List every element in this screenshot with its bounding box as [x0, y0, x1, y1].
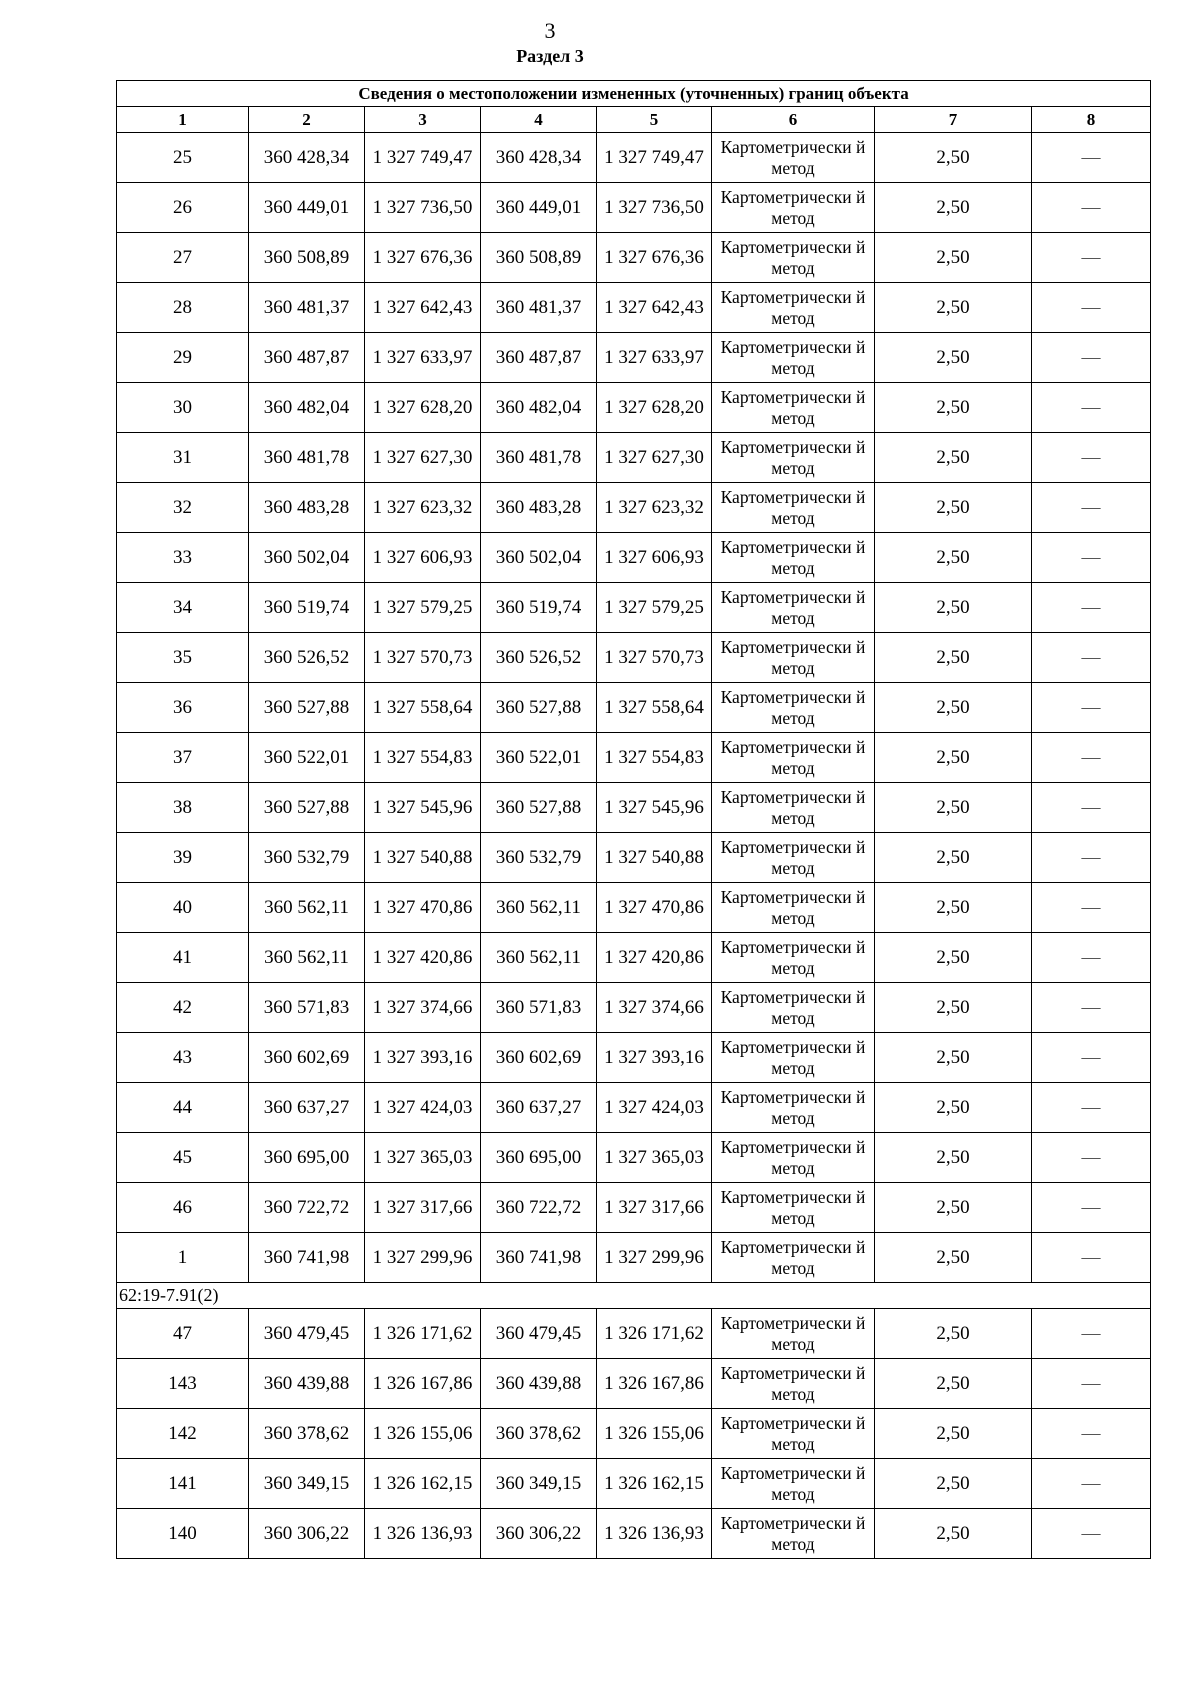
accuracy-cell: 2,50	[875, 883, 1032, 933]
point-number-cell: 32	[117, 483, 249, 533]
note-cell: —	[1032, 533, 1151, 583]
point-number-cell: 25	[117, 133, 249, 183]
table-row	[117, 1309, 1151, 1359]
method-cell: Картометрически й метод	[712, 1033, 875, 1083]
y-new-cell: 1 327 558,64	[597, 683, 712, 733]
x-existing-cell: 360 562,11	[249, 883, 365, 933]
method-cell: Картометрически й метод	[712, 1459, 875, 1509]
y-existing-cell: 1 327 558,64	[365, 683, 481, 733]
x-new-cell: 360 483,28	[481, 483, 597, 533]
point-number-cell: 30	[117, 383, 249, 433]
method-cell: Картометрически й метод	[712, 783, 875, 833]
x-new-cell: 360 481,37	[481, 283, 597, 333]
method-cell: Картометрически й метод	[712, 1409, 875, 1459]
y-existing-cell: 1 327 579,25	[365, 583, 481, 633]
y-existing-cell: 1 327 633,97	[365, 333, 481, 383]
cadastral-group-label: 62:19-7.91(2)	[117, 1283, 1151, 1309]
note-cell: —	[1032, 583, 1151, 633]
x-existing-cell: 360 428,34	[249, 133, 365, 183]
point-number-cell: 141	[117, 1459, 249, 1509]
method-cell: Картометрически й метод	[712, 1083, 875, 1133]
y-existing-cell: 1 327 623,32	[365, 483, 481, 533]
method-cell: Картометрически й метод	[712, 1183, 875, 1233]
method-cell: Картометрически й метод	[712, 983, 875, 1033]
method-cell: Картометрически й метод	[712, 1133, 875, 1183]
note-cell: —	[1032, 483, 1151, 533]
point-number-cell: 27	[117, 233, 249, 283]
y-existing-cell: 1 327 554,83	[365, 733, 481, 783]
x-new-cell: 360 602,69	[481, 1033, 597, 1083]
table-row	[117, 183, 1151, 233]
table-row	[117, 933, 1151, 983]
x-existing-cell: 360 695,00	[249, 1133, 365, 1183]
x-existing-cell: 360 722,72	[249, 1183, 365, 1233]
method-cell: Картометрически й метод	[712, 833, 875, 883]
table-row	[117, 833, 1151, 883]
x-new-cell: 360 508,89	[481, 233, 597, 283]
y-existing-cell: 1 327 627,30	[365, 433, 481, 483]
method-cell: Картометрически й метод	[712, 733, 875, 783]
accuracy-cell: 2,50	[875, 1033, 1032, 1083]
y-new-cell: 1 327 420,86	[597, 933, 712, 983]
x-new-cell: 360 637,27	[481, 1083, 597, 1133]
method-cell: Картометрически й метод	[712, 633, 875, 683]
y-existing-cell: 1 327 374,66	[365, 983, 481, 1033]
note-cell: —	[1032, 783, 1151, 833]
x-existing-cell: 360 527,88	[249, 683, 365, 733]
y-new-cell: 1 327 317,66	[597, 1183, 712, 1233]
note-cell: —	[1032, 1509, 1151, 1559]
x-new-cell: 360 482,04	[481, 383, 597, 433]
y-new-cell: 1 327 545,96	[597, 783, 712, 833]
table-row	[117, 283, 1151, 333]
note-cell: —	[1032, 1033, 1151, 1083]
table-row	[117, 1033, 1151, 1083]
table-row	[117, 1409, 1151, 1459]
table-row	[117, 1233, 1151, 1283]
x-existing-cell: 360 502,04	[249, 533, 365, 583]
y-new-cell: 1 326 162,15	[597, 1459, 712, 1509]
x-new-cell: 360 571,83	[481, 983, 597, 1033]
accuracy-cell: 2,50	[875, 383, 1032, 433]
method-cell: Картометрически й метод	[712, 283, 875, 333]
table-row	[117, 683, 1151, 733]
y-new-cell: 1 327 374,66	[597, 983, 712, 1033]
y-new-cell: 1 327 606,93	[597, 533, 712, 583]
accuracy-cell: 2,50	[875, 533, 1032, 583]
y-existing-cell: 1 327 420,86	[365, 933, 481, 983]
point-number-cell: 140	[117, 1509, 249, 1559]
column-number: 3	[365, 107, 481, 133]
point-number-cell: 39	[117, 833, 249, 883]
method-cell: Картометрически й метод	[712, 933, 875, 983]
y-new-cell: 1 327 299,96	[597, 1233, 712, 1283]
accuracy-cell: 2,50	[875, 683, 1032, 733]
table-row	[117, 133, 1151, 183]
y-existing-cell: 1 326 171,62	[365, 1309, 481, 1359]
x-new-cell: 360 695,00	[481, 1133, 597, 1183]
note-cell: —	[1032, 183, 1151, 233]
method-cell: Картометрически й метод	[712, 333, 875, 383]
note-cell: —	[1032, 1183, 1151, 1233]
table-body	[117, 81, 1151, 1559]
x-new-cell: 360 502,04	[481, 533, 597, 583]
table-row	[117, 733, 1151, 783]
y-existing-cell: 1 326 162,15	[365, 1459, 481, 1509]
table-row	[117, 1459, 1151, 1509]
y-new-cell: 1 326 167,86	[597, 1359, 712, 1409]
table-row	[117, 633, 1151, 683]
y-new-cell: 1 327 749,47	[597, 133, 712, 183]
point-number-cell: 142	[117, 1409, 249, 1459]
y-new-cell: 1 327 365,03	[597, 1133, 712, 1183]
y-new-cell: 1 327 424,03	[597, 1083, 712, 1133]
accuracy-cell: 2,50	[875, 1509, 1032, 1559]
x-existing-cell: 360 479,45	[249, 1309, 365, 1359]
y-new-cell: 1 327 393,16	[597, 1033, 712, 1083]
accuracy-cell: 2,50	[875, 183, 1032, 233]
table-row	[117, 883, 1151, 933]
table-row	[117, 983, 1151, 1033]
column-number: 5	[597, 107, 712, 133]
page-number: 3	[544, 18, 556, 43]
table-caption-row	[117, 81, 1151, 107]
point-number-cell: 47	[117, 1309, 249, 1359]
table-row	[117, 583, 1151, 633]
point-number-cell: 35	[117, 633, 249, 683]
column-number: 8	[1032, 107, 1151, 133]
accuracy-cell: 2,50	[875, 1183, 1032, 1233]
method-cell: Картометрически й метод	[712, 133, 875, 183]
note-cell: —	[1032, 1133, 1151, 1183]
table-row	[117, 1133, 1151, 1183]
point-number-cell: 33	[117, 533, 249, 583]
y-existing-cell: 1 326 167,86	[365, 1359, 481, 1409]
y-existing-cell: 1 327 606,93	[365, 533, 481, 583]
accuracy-cell: 2,50	[875, 133, 1032, 183]
method-cell: Картометрически й метод	[712, 883, 875, 933]
x-existing-cell: 360 562,11	[249, 933, 365, 983]
x-existing-cell: 360 481,78	[249, 433, 365, 483]
accuracy-cell: 2,50	[875, 233, 1032, 283]
note-cell: —	[1032, 333, 1151, 383]
point-number-cell: 26	[117, 183, 249, 233]
accuracy-cell: 2,50	[875, 583, 1032, 633]
y-existing-cell: 1 327 736,50	[365, 183, 481, 233]
point-number-cell: 34	[117, 583, 249, 633]
note-cell: —	[1032, 933, 1151, 983]
x-existing-cell: 360 741,98	[249, 1233, 365, 1283]
accuracy-cell: 2,50	[875, 1409, 1032, 1459]
note-cell: —	[1032, 1459, 1151, 1509]
accuracy-cell: 2,50	[875, 483, 1032, 533]
table-row	[117, 483, 1151, 533]
y-new-cell: 1 327 540,88	[597, 833, 712, 883]
column-number: 4	[481, 107, 597, 133]
x-new-cell: 360 526,52	[481, 633, 597, 683]
y-existing-cell: 1 327 317,66	[365, 1183, 481, 1233]
x-new-cell: 360 562,11	[481, 933, 597, 983]
point-number-cell: 45	[117, 1133, 249, 1183]
x-new-cell: 360 741,98	[481, 1233, 597, 1283]
accuracy-cell: 2,50	[875, 1083, 1032, 1133]
x-existing-cell: 360 449,01	[249, 183, 365, 233]
y-existing-cell: 1 327 470,86	[365, 883, 481, 933]
note-cell: —	[1032, 1309, 1151, 1359]
note-cell: —	[1032, 633, 1151, 683]
method-cell: Картометрически й метод	[712, 383, 875, 433]
group-label-row	[117, 1283, 1151, 1309]
point-number-cell: 28	[117, 283, 249, 333]
note-cell: —	[1032, 283, 1151, 333]
x-existing-cell: 360 571,83	[249, 983, 365, 1033]
point-number-cell: 37	[117, 733, 249, 783]
accuracy-cell: 2,50	[875, 833, 1032, 883]
column-number-row	[117, 107, 1151, 133]
method-cell: Картометрически й метод	[712, 433, 875, 483]
table-row	[117, 333, 1151, 383]
method-cell: Картометрически й метод	[712, 483, 875, 533]
accuracy-cell: 2,50	[875, 933, 1032, 983]
y-existing-cell: 1 327 749,47	[365, 133, 481, 183]
x-existing-cell: 360 378,62	[249, 1409, 365, 1459]
y-existing-cell: 1 326 136,93	[365, 1509, 481, 1559]
coordinates-table	[116, 80, 1151, 1559]
x-new-cell: 360 439,88	[481, 1359, 597, 1409]
accuracy-cell: 2,50	[875, 1133, 1032, 1183]
table-row	[117, 1359, 1151, 1409]
y-new-cell: 1 327 736,50	[597, 183, 712, 233]
x-existing-cell: 360 602,69	[249, 1033, 365, 1083]
x-new-cell: 360 449,01	[481, 183, 597, 233]
table-row	[117, 433, 1151, 483]
column-number: 6	[712, 107, 875, 133]
x-existing-cell: 360 508,89	[249, 233, 365, 283]
y-new-cell: 1 326 155,06	[597, 1409, 712, 1459]
y-existing-cell: 1 327 570,73	[365, 633, 481, 683]
note-cell: —	[1032, 983, 1151, 1033]
y-existing-cell: 1 327 676,36	[365, 233, 481, 283]
x-new-cell: 360 522,01	[481, 733, 597, 783]
point-number-cell: 41	[117, 933, 249, 983]
y-existing-cell: 1 327 393,16	[365, 1033, 481, 1083]
point-number-cell: 36	[117, 683, 249, 733]
note-cell: —	[1032, 233, 1151, 283]
accuracy-cell: 2,50	[875, 283, 1032, 333]
y-new-cell: 1 326 136,93	[597, 1509, 712, 1559]
x-existing-cell: 360 439,88	[249, 1359, 365, 1409]
point-number-cell: 31	[117, 433, 249, 483]
table-row	[117, 1183, 1151, 1233]
table-row	[117, 383, 1151, 433]
y-new-cell: 1 327 633,97	[597, 333, 712, 383]
note-cell: —	[1032, 683, 1151, 733]
note-cell: —	[1032, 1409, 1151, 1459]
note-cell: —	[1032, 433, 1151, 483]
table-row	[117, 783, 1151, 833]
y-new-cell: 1 327 554,83	[597, 733, 712, 783]
accuracy-cell: 2,50	[875, 1233, 1032, 1283]
accuracy-cell: 2,50	[875, 983, 1032, 1033]
note-cell: —	[1032, 1359, 1151, 1409]
method-cell: Картометрически й метод	[712, 1359, 875, 1409]
table-row	[117, 233, 1151, 283]
y-new-cell: 1 327 623,32	[597, 483, 712, 533]
section-title: Раздел 3	[516, 46, 584, 66]
x-new-cell: 360 481,78	[481, 433, 597, 483]
column-number: 7	[875, 107, 1032, 133]
accuracy-cell: 2,50	[875, 1359, 1032, 1409]
x-new-cell: 360 722,72	[481, 1183, 597, 1233]
note-cell: —	[1032, 1233, 1151, 1283]
method-cell: Картометрически й метод	[712, 583, 875, 633]
x-new-cell: 360 378,62	[481, 1409, 597, 1459]
point-number-cell: 46	[117, 1183, 249, 1233]
y-existing-cell: 1 326 155,06	[365, 1409, 481, 1459]
note-cell: —	[1032, 733, 1151, 783]
x-new-cell: 360 527,88	[481, 783, 597, 833]
y-existing-cell: 1 327 365,03	[365, 1133, 481, 1183]
y-existing-cell: 1 327 540,88	[365, 833, 481, 883]
x-new-cell: 360 349,15	[481, 1459, 597, 1509]
note-cell: —	[1032, 883, 1151, 933]
x-new-cell: 360 487,87	[481, 333, 597, 383]
point-number-cell: 38	[117, 783, 249, 833]
x-existing-cell: 360 527,88	[249, 783, 365, 833]
accuracy-cell: 2,50	[875, 633, 1032, 683]
accuracy-cell: 2,50	[875, 1309, 1032, 1359]
x-existing-cell: 360 637,27	[249, 1083, 365, 1133]
y-new-cell: 1 327 570,73	[597, 633, 712, 683]
point-number-cell: 143	[117, 1359, 249, 1409]
point-number-cell: 1	[117, 1233, 249, 1283]
note-cell: —	[1032, 1083, 1151, 1133]
method-cell: Картометрически й метод	[712, 1233, 875, 1283]
method-cell: Картометрически й метод	[712, 683, 875, 733]
method-cell: Картометрически й метод	[712, 1309, 875, 1359]
x-new-cell: 360 428,34	[481, 133, 597, 183]
accuracy-cell: 2,50	[875, 783, 1032, 833]
x-existing-cell: 360 306,22	[249, 1509, 365, 1559]
point-number-cell: 44	[117, 1083, 249, 1133]
note-cell: —	[1032, 383, 1151, 433]
x-existing-cell: 360 526,52	[249, 633, 365, 683]
x-existing-cell: 360 483,28	[249, 483, 365, 533]
point-number-cell: 40	[117, 883, 249, 933]
x-existing-cell: 360 482,04	[249, 383, 365, 433]
x-existing-cell: 360 487,87	[249, 333, 365, 383]
x-new-cell: 360 306,22	[481, 1509, 597, 1559]
table-row	[117, 533, 1151, 583]
y-existing-cell: 1 327 545,96	[365, 783, 481, 833]
x-new-cell: 360 479,45	[481, 1309, 597, 1359]
y-new-cell: 1 327 642,43	[597, 283, 712, 333]
accuracy-cell: 2,50	[875, 733, 1032, 783]
x-new-cell: 360 519,74	[481, 583, 597, 633]
column-number: 2	[249, 107, 365, 133]
table-row	[117, 1509, 1151, 1559]
method-cell: Картометрически й метод	[712, 233, 875, 283]
column-number: 1	[117, 107, 249, 133]
accuracy-cell: 2,50	[875, 333, 1032, 383]
y-existing-cell: 1 327 424,03	[365, 1083, 481, 1133]
x-new-cell: 360 527,88	[481, 683, 597, 733]
method-cell: Картометрически й метод	[712, 183, 875, 233]
point-number-cell: 29	[117, 333, 249, 383]
y-existing-cell: 1 327 299,96	[365, 1233, 481, 1283]
y-new-cell: 1 326 171,62	[597, 1309, 712, 1359]
x-new-cell: 360 532,79	[481, 833, 597, 883]
table-caption: Сведения о местоположении измененных (уточненных) границ объекта	[117, 81, 1151, 107]
y-existing-cell: 1 327 642,43	[365, 283, 481, 333]
y-existing-cell: 1 327 628,20	[365, 383, 481, 433]
y-new-cell: 1 327 579,25	[597, 583, 712, 633]
accuracy-cell: 2,50	[875, 1459, 1032, 1509]
point-number-cell: 43	[117, 1033, 249, 1083]
point-number-cell: 42	[117, 983, 249, 1033]
y-new-cell: 1 327 627,30	[597, 433, 712, 483]
y-new-cell: 1 327 470,86	[597, 883, 712, 933]
table-row	[117, 1083, 1151, 1133]
note-cell: —	[1032, 833, 1151, 883]
note-cell: —	[1032, 133, 1151, 183]
x-existing-cell: 360 481,37	[249, 283, 365, 333]
x-existing-cell: 360 349,15	[249, 1459, 365, 1509]
x-existing-cell: 360 532,79	[249, 833, 365, 883]
y-new-cell: 1 327 676,36	[597, 233, 712, 283]
accuracy-cell: 2,50	[875, 433, 1032, 483]
y-new-cell: 1 327 628,20	[597, 383, 712, 433]
method-cell: Картометрически й метод	[712, 533, 875, 583]
x-existing-cell: 360 519,74	[249, 583, 365, 633]
x-existing-cell: 360 522,01	[249, 733, 365, 783]
method-cell: Картометрически й метод	[712, 1509, 875, 1559]
x-new-cell: 360 562,11	[481, 883, 597, 933]
